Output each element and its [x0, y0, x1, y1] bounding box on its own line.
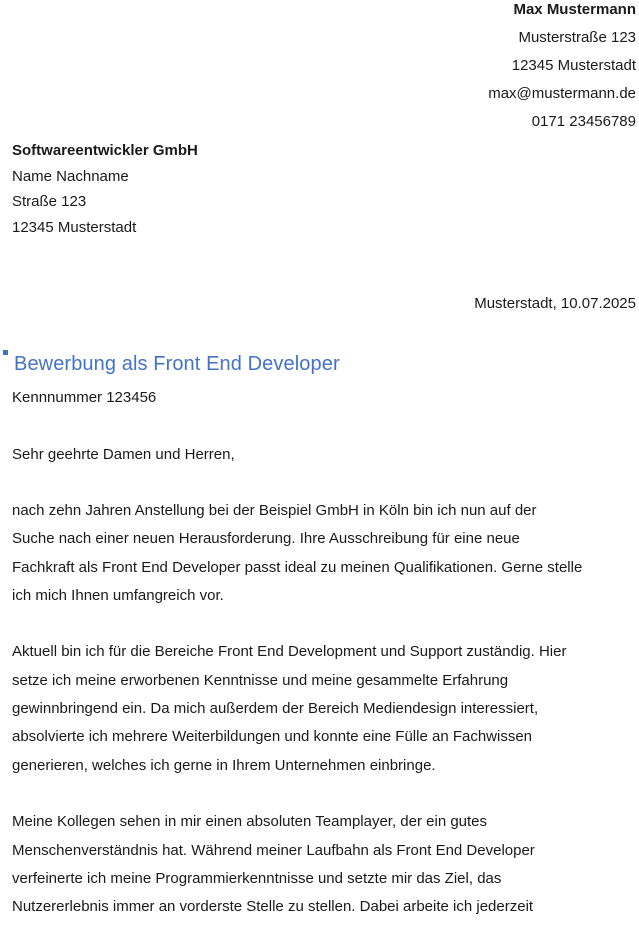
paragraph-1 [12, 497, 636, 610]
paragraph-3 [12, 808, 636, 921]
subject-heading: Bewerbung als Front End Developer [14, 353, 340, 375]
sender-city: 12345 Musterstadt [511, 57, 636, 74]
sender-name: Max Mustermann [513, 1, 636, 18]
letter-body [12, 497, 636, 950]
paragraph-line: Fachkraft als Front End Developer passt ideal zu meinen Qualifikationen. Gerne stelle [12, 558, 583, 576]
reference-number: Kennnummer 123456 [12, 389, 157, 406]
sender-phone: 0171 23456789 [531, 113, 636, 130]
recipient-address-block [12, 138, 198, 240]
paragraph-line: verfeinerte ich meine Programmierkenntnisse und setzte mir das Ziel, das [12, 869, 502, 887]
salutation: Sehr geehrte Damen und Herren, [12, 446, 235, 463]
paragraph-line: Aktuell bin ich für die Bereiche Front End Development und Support zuständig. Hier [12, 643, 567, 661]
paragraph-line: Nutzererlebnis immer an vorderste Stelle zu stellen. Dabei arbeite ich jederzeit [12, 898, 534, 916]
sender-email: max@mustermann.de [488, 85, 636, 102]
paragraph-line: ich mich Ihnen umfangreich vor. [12, 586, 224, 604]
sender-address-block [488, 0, 636, 136]
paragraph-line: Menschenverständnis hat. Während meiner Laufbahn als Front End Developer [12, 841, 535, 859]
letter-date: Musterstadt, 10.07.2025 [474, 295, 636, 312]
heading-marker [3, 350, 8, 355]
paragraph-line: gewinnbringend ein. Da mich außerdem der Bereich Mediendesign interessiert, [12, 700, 539, 718]
paragraph-line: Suche nach einer neuen Herausforderung. Ihre Ausschreibung für eine neue [12, 530, 520, 548]
paragraph-line: nach zehn Jahren Anstellung bei der Beispiel GmbH in Köln bin ich nun auf der [12, 502, 537, 519]
paragraph-line: absolvierte ich mehrere Weiterbildungen und konnte eine Fülle an Fachwissen [12, 728, 533, 746]
recipient-name: Name Nachname [12, 167, 129, 185]
sender-street: Musterstraße 123 [518, 29, 636, 46]
paragraph-2 [12, 638, 636, 779]
paragraph-line: setze ich meine erworbenen Kenntnisse und meine gesammelte Erfahrung [12, 671, 509, 689]
paragraph-line: Meine Kollegen sehen in mir einen absoluten Teamplayer, der ein gutes [12, 813, 488, 831]
recipient-company: Softwareentwickler GmbH [12, 142, 198, 159]
paragraph-line: generieren, welches ich gerne in Ihrem Unternehmen einbringe. [12, 756, 436, 774]
recipient-street: Straße 123 [12, 193, 87, 210]
recipient-city: 12345 Musterstadt [12, 218, 137, 236]
